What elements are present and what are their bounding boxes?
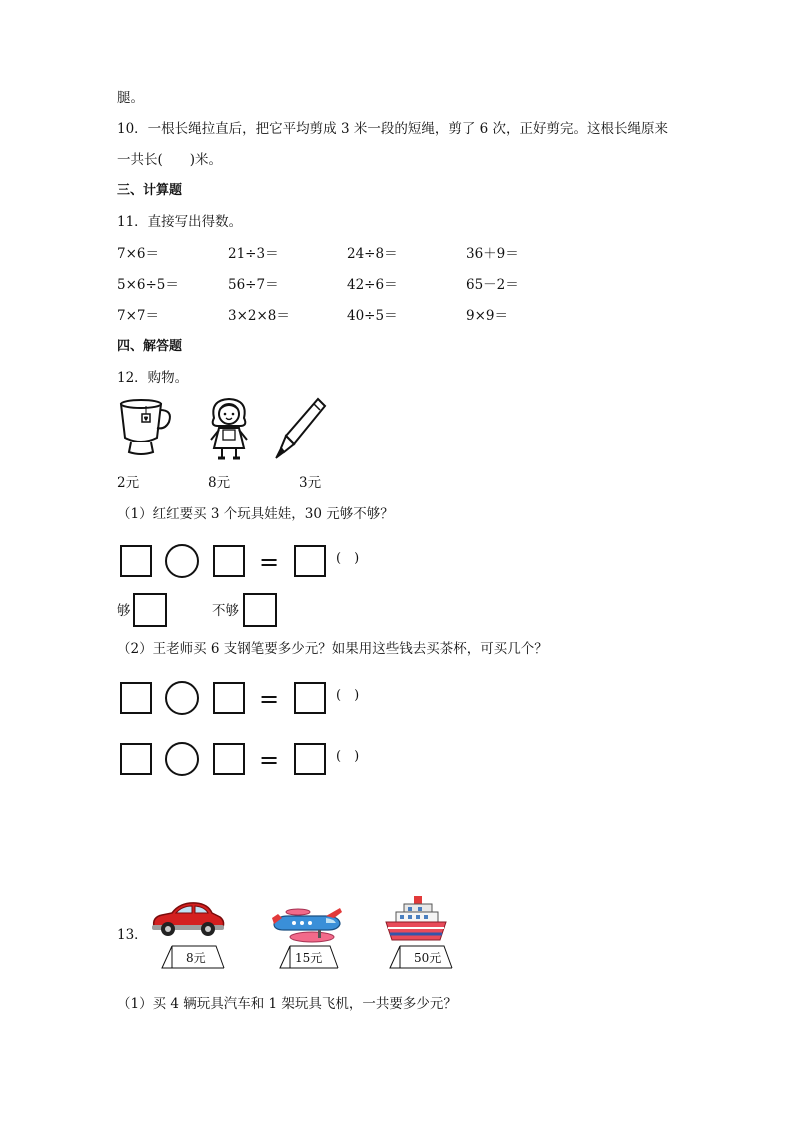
answer-box[interactable]	[294, 545, 326, 577]
toy-ship-icon	[384, 894, 448, 946]
equals-sign: =	[259, 548, 280, 576]
calc-cell: 5×6÷5＝	[117, 277, 179, 293]
calc-cell: 65－2＝	[466, 277, 519, 293]
q11-title: 11．直接写出得数。	[117, 214, 243, 230]
pen-price: 3元	[299, 475, 322, 491]
answer-box[interactable]	[213, 743, 245, 775]
calc-cell: 36＋9＝	[466, 246, 519, 262]
operator-circle[interactable]	[165, 742, 199, 776]
q12-sub1: （1）红红要买 3 个玩具娃娃，30 元够不够？	[117, 506, 394, 522]
plane-price: 15元	[295, 951, 323, 965]
enough-label: 够	[117, 603, 131, 619]
calc-cell: 40÷5＝	[347, 308, 398, 324]
q12-sub2: （2）王老师买 6 支钢笔要多少元？如果用这些钱去买茶杯，可买几个？	[117, 641, 548, 657]
equals-sign: =	[259, 746, 280, 774]
teacup-icon	[117, 398, 175, 458]
ship-price: 50元	[414, 951, 442, 965]
enough-checkbox[interactable]	[133, 593, 167, 627]
cup-price: 2元	[117, 475, 140, 491]
answer-box[interactable]	[120, 682, 152, 714]
calc-cell: 56÷7＝	[228, 277, 279, 293]
doll-price: 8元	[208, 475, 231, 491]
calc-cell: 21÷3＝	[228, 246, 279, 262]
answer-box[interactable]	[120, 743, 152, 775]
section-3-heading: 三、计算题	[117, 183, 183, 198]
calc-cell: 24÷8＝	[347, 246, 398, 262]
q10-line2: 一共长( )米。	[117, 152, 223, 168]
calc-cell: 3×2×8＝	[228, 308, 290, 324]
calc-cell: 7×7＝	[117, 308, 159, 324]
answer-box[interactable]	[213, 682, 245, 714]
not-enough-label: 不够	[212, 603, 239, 619]
not-enough-checkbox[interactable]	[243, 593, 277, 627]
toy-plane-icon	[268, 904, 344, 946]
equals-sign: =	[259, 685, 280, 713]
calc-cell: 7×6＝	[117, 246, 159, 262]
toy-car-icon	[150, 899, 226, 939]
answer-box[interactable]	[120, 545, 152, 577]
answer-box[interactable]	[294, 682, 326, 714]
answer-box[interactable]	[213, 545, 245, 577]
calc-cell: 9×9＝	[466, 308, 508, 324]
section-4-heading: 四、解答题	[117, 339, 183, 354]
q12-title: 12．购物。	[117, 370, 189, 386]
q13-number: 13．	[117, 927, 148, 943]
q9-tail: 腿。	[117, 90, 144, 106]
car-price: 8元	[186, 951, 206, 965]
fountain-pen-icon	[272, 396, 328, 462]
answer-box[interactable]	[294, 743, 326, 775]
doll-icon	[200, 396, 258, 462]
q10-line1: 10．一根长绳拉直后，把它平均剪成 3 米一段的短绳，剪了 6 次，正好剪完。这根长绳原来	[117, 121, 669, 137]
operator-circle[interactable]	[165, 544, 199, 578]
unit-blank[interactable]: ( )	[336, 688, 360, 703]
operator-circle[interactable]	[165, 681, 199, 715]
unit-blank[interactable]: ( )	[336, 551, 360, 566]
q13-sub1: （1）买 4 辆玩具汽车和 1 架玩具飞机，一共要多少元？	[117, 996, 457, 1012]
unit-blank[interactable]: ( )	[336, 749, 360, 764]
calc-cell: 42÷6＝	[347, 277, 398, 293]
